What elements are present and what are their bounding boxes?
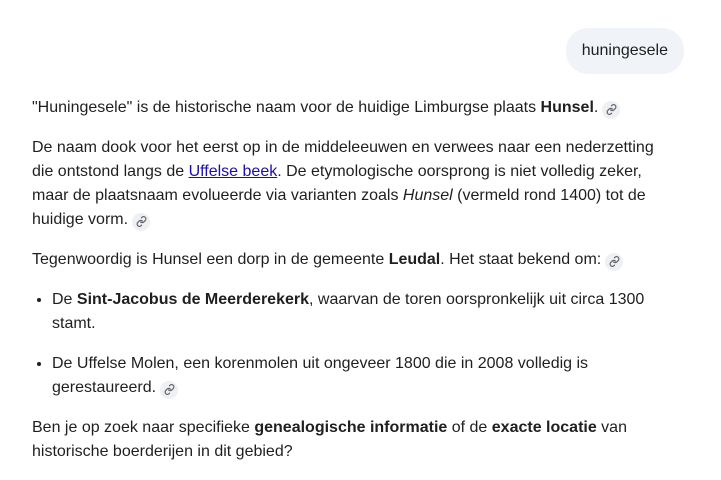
user-message-bubble [566,28,684,74]
link-icon [609,256,620,267]
paragraph-text: van historische boerderijen in dit gebied? [32,419,627,460]
response-body [32,96,672,480]
bold-municipality: Leudal [388,251,441,268]
paragraph-text: Tegenwoordig is Hunsel een dorp in de gemeente [32,251,389,268]
link-icon [136,216,147,227]
bold-place-name: Hunsel [540,99,594,116]
list-item-text: De [52,291,77,308]
bold-location: exacte locatie [491,419,597,436]
paragraph-text: Ben je op zoek naar specifieke [32,419,255,436]
paragraph-text: . Het staat bekend om: [440,251,602,268]
paragraph-text: De naam dook voor het eerst op in de middeleeuwen en verwees naar een nederzetting die ontstond langs de [32,139,654,180]
paragraph-text: (vermeld rond 1400) tot de huidige vorm. [32,187,646,228]
bold-church-name: Sint-Jacobus de Meerderekerk [76,291,309,308]
bullet-list [32,288,672,400]
uffelse-beek-link[interactable]: Uffelse beek [188,163,278,180]
source-link-chip[interactable] [160,381,178,399]
paragraph-text: . [593,99,599,116]
list-item [52,352,672,400]
italic-variant-name: Hunsel [402,187,453,204]
user-message-text: huningesele [581,42,668,59]
list-item-text: De Uffelse Molen, een korenmolen uit ongeveer 1800 die in 2008 volledig is gerestaureerd. [52,355,589,396]
list-item [52,288,672,336]
source-link-chip[interactable] [602,101,620,119]
response-paragraph-4 [32,416,672,464]
bold-genealogy: genealogische informatie [254,419,448,436]
link-icon [606,104,617,115]
response-paragraph-2 [32,136,672,232]
list-item-text: , waarvan de toren oorspronkelijk uit circa 1300 stamt. [52,291,645,332]
response-paragraph-1 [32,96,672,120]
link-icon [164,384,175,395]
response-paragraph-3 [32,248,672,272]
source-link-chip[interactable] [605,253,623,271]
paragraph-text: of de [447,419,492,436]
paragraph-text: "Huningesele" is de historische naam voor de huidige Limburgse plaats [32,99,541,116]
source-link-chip[interactable] [132,213,150,231]
paragraph-text: . De etymologische oorsprong is niet volledig zeker, maar de plaatsnaam evolueerde via varianten zoals [32,163,642,204]
